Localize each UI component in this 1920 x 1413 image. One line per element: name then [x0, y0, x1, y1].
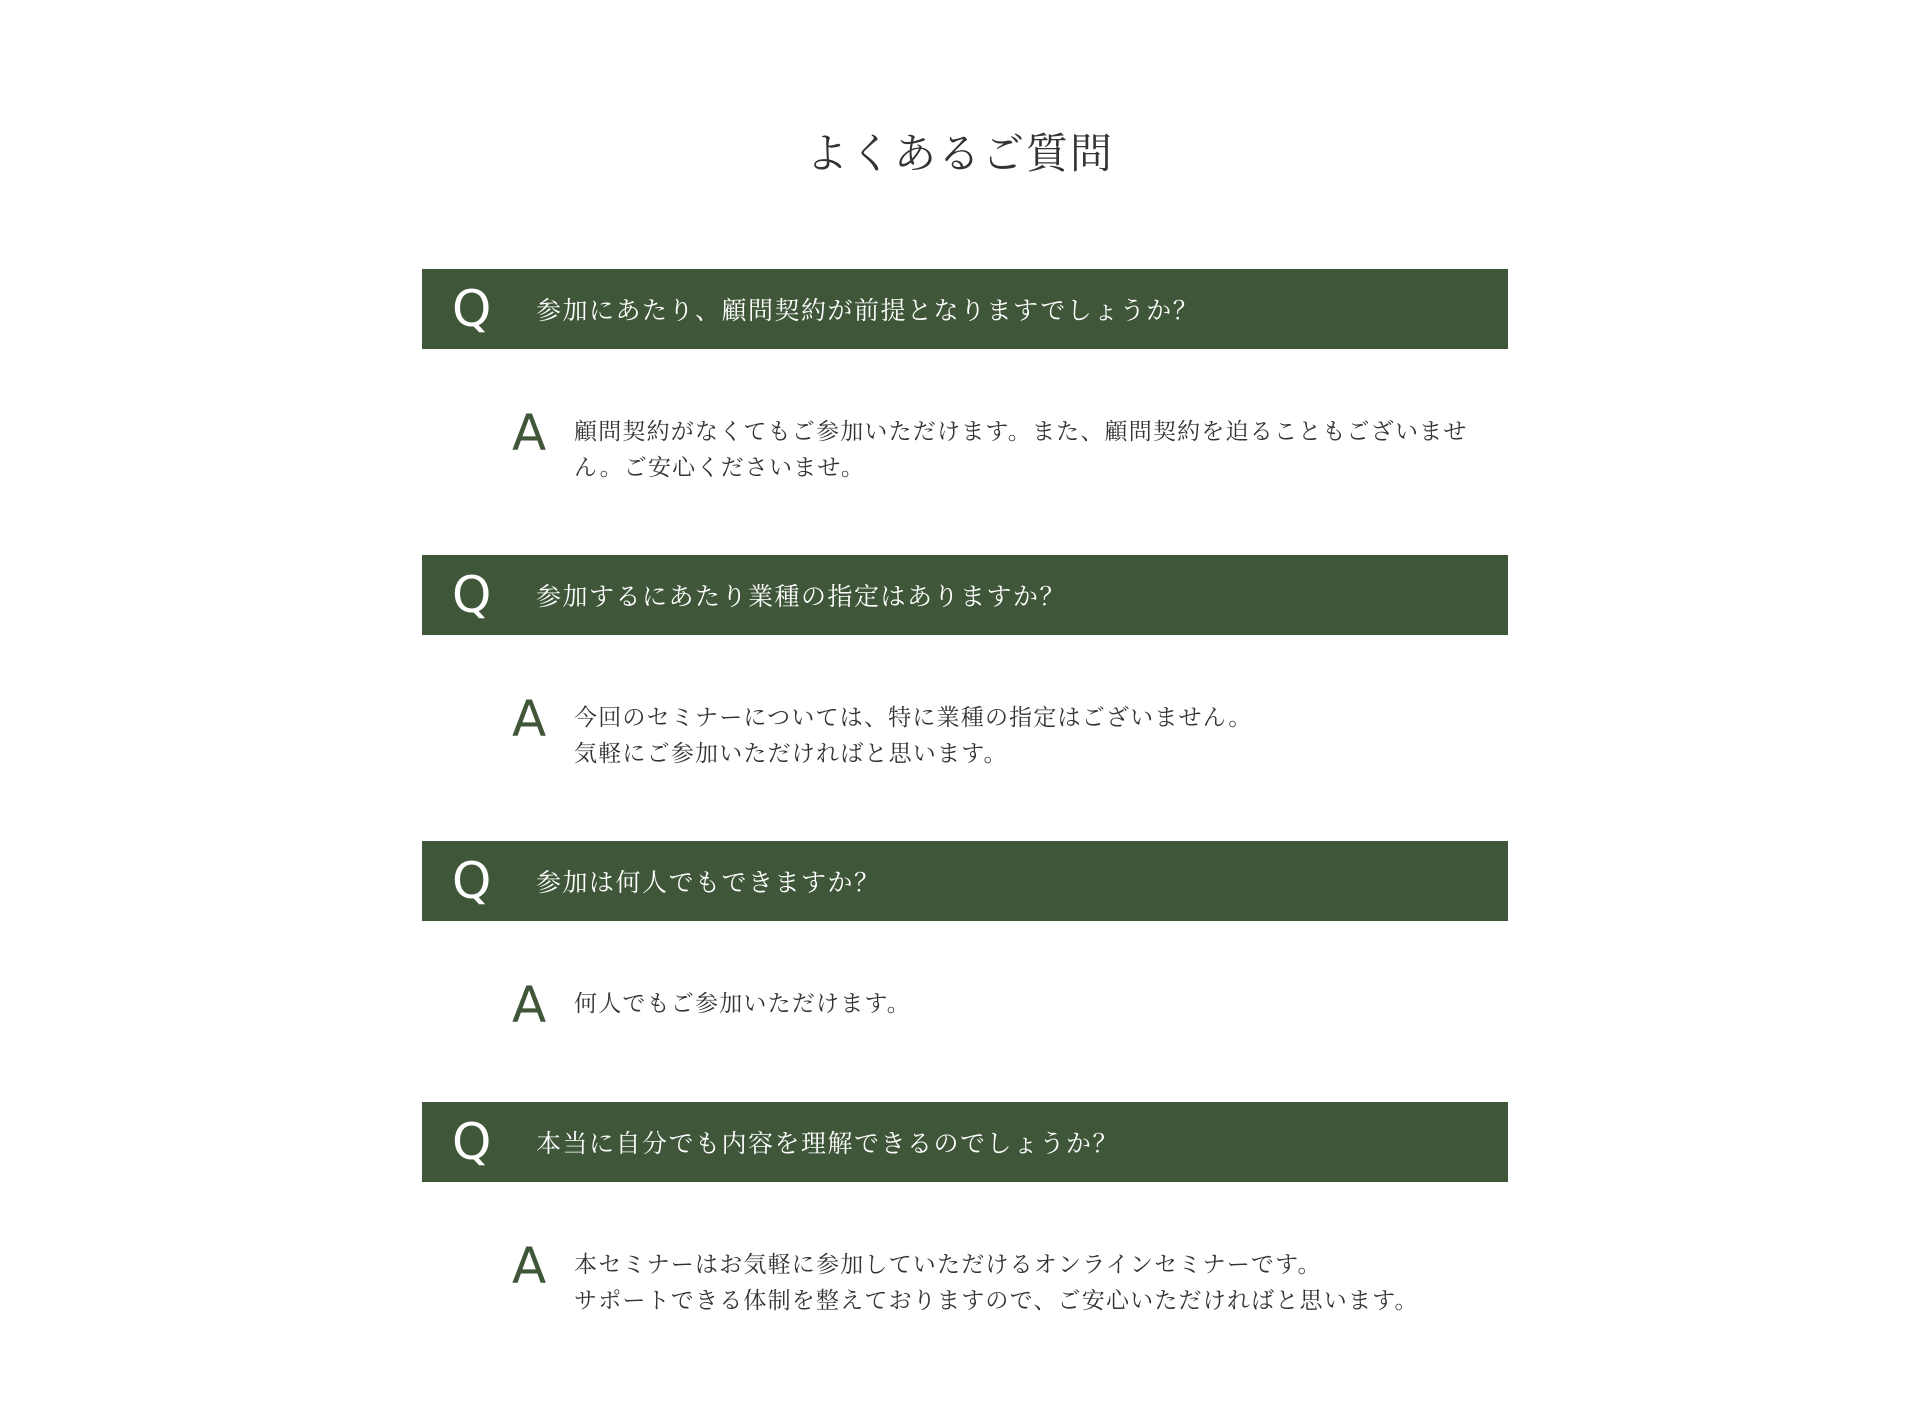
- answer-line: ん。ご安心くださいませ。: [574, 455, 866, 481]
- question-mark: Q: [452, 566, 492, 624]
- faq-list: [422, 269, 1508, 1388]
- faq-answer-text: [574, 689, 1253, 772]
- faq-answer-text: [574, 1236, 1419, 1319]
- faq-answer: [422, 689, 1508, 772]
- faq-question-text: 参加は何人でもできますか？: [536, 868, 881, 897]
- faq-answer-text: [574, 403, 1468, 486]
- faq-question-text: 本当に自分でも内容を理解できるのでしょうか？: [536, 1129, 1120, 1158]
- answer-mark: A: [512, 404, 547, 462]
- faq-item: [422, 269, 1508, 555]
- question-mark: Q: [452, 280, 492, 338]
- answer-line: サポートできる体制を整えておりますので、ご安心いただければと思います。: [574, 1288, 1419, 1314]
- faq-question-text: 参加にあたり、顧問契約が前提となりますでしょうか？: [536, 296, 1200, 325]
- faq-item: [422, 841, 1508, 1102]
- faq-answer: [422, 1236, 1508, 1319]
- answer-mark: A: [512, 976, 547, 1034]
- answer-line: 本セミナーはお気軽に参加していただけるオンラインセミナーです。: [574, 1252, 1322, 1278]
- faq-item: [422, 1102, 1508, 1388]
- answer-mark: A: [512, 690, 547, 748]
- answer-line: 気軽にご参加いただければと思います。: [574, 741, 1008, 767]
- answer-mark: A: [512, 1237, 547, 1295]
- faq-item: [422, 555, 1508, 841]
- faq-question-bar: [422, 841, 1508, 921]
- faq-question-text: 参加するにあたり業種の指定はありますか？: [536, 582, 1067, 611]
- faq-answer-text: [574, 975, 911, 1022]
- answer-line: 顧問契約がなくてもご参加いただけます。また、顧問契約を迫ることもございませ: [574, 419, 1468, 445]
- question-mark: Q: [452, 852, 492, 910]
- answer-line: 今回のセミナーについては、特に業種の指定はございません。: [574, 705, 1253, 731]
- answer-line: 何人でもご参加いただけます。: [574, 991, 911, 1017]
- faq-answer: [422, 403, 1508, 486]
- faq-question-bar: [422, 1102, 1508, 1182]
- page-title: よくあるご質問: [805, 129, 1114, 178]
- faq-question-bar: [422, 269, 1508, 349]
- faq-answer: [422, 975, 1508, 1035]
- faq-question-bar: [422, 555, 1508, 635]
- question-mark: Q: [452, 1113, 492, 1171]
